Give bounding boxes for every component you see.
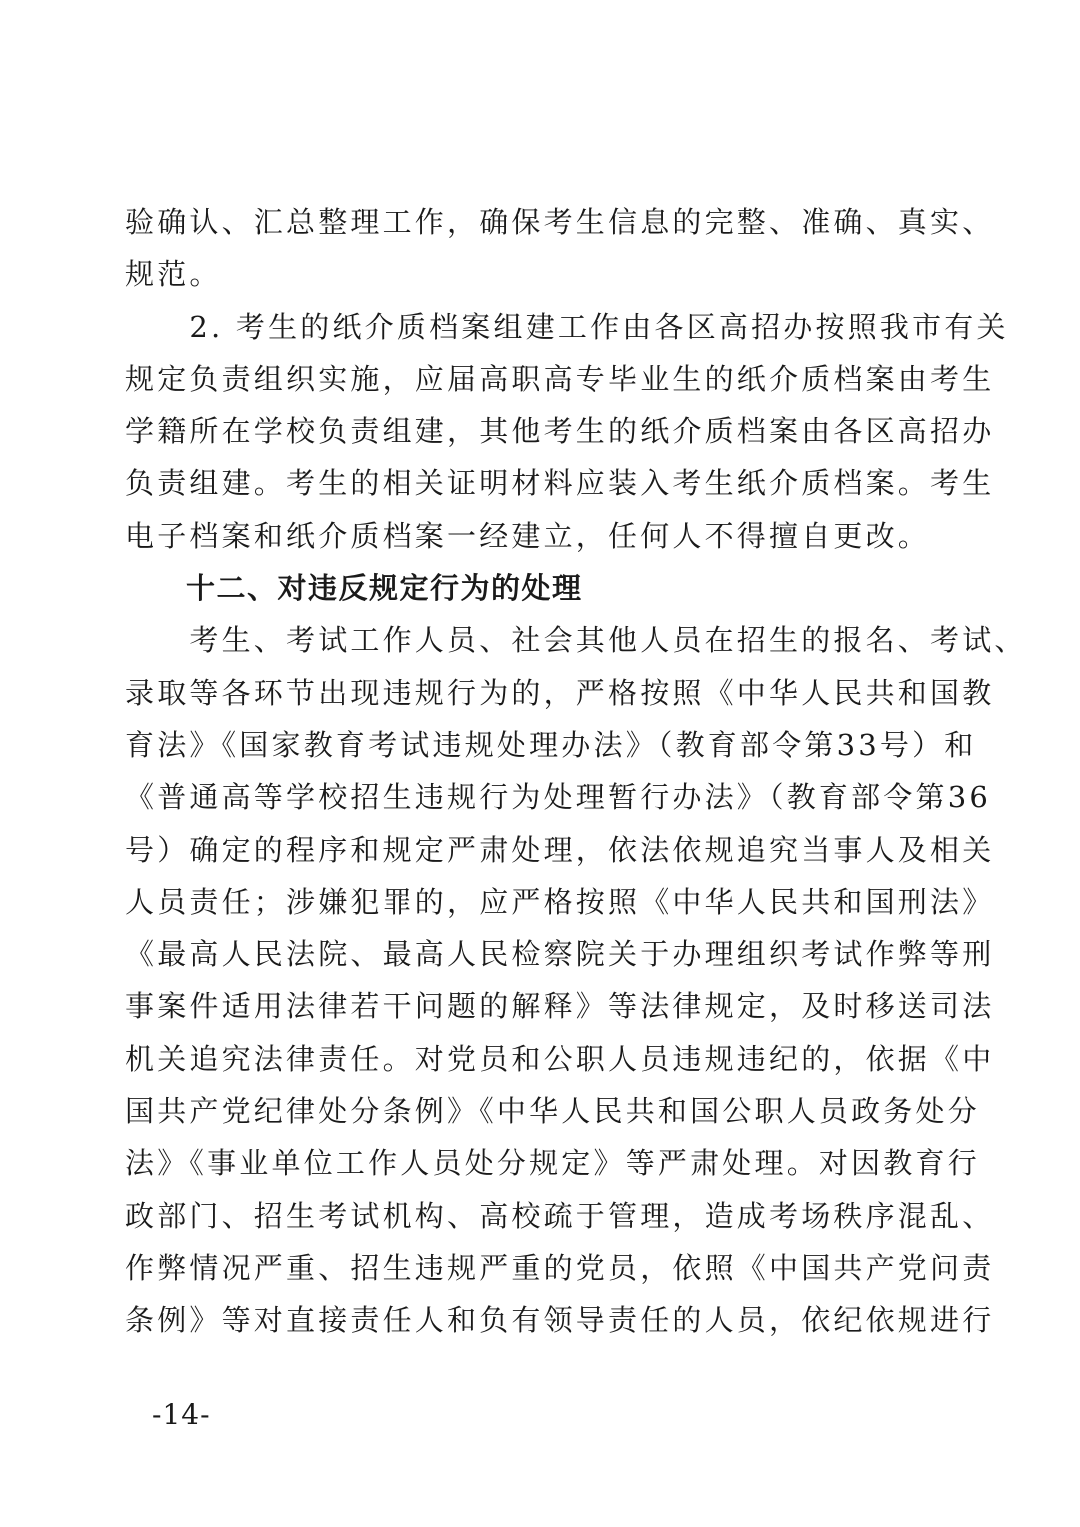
- text-line: 负责组建。考生的相关证明材料应装入考生纸介质档案。考生: [125, 466, 995, 501]
- section-heading: 十二、对违反规定行为的处理: [125, 571, 583, 606]
- text-line: 人员责任；涉嫌犯罪的，应严格按照《中华人民共和国刑法》: [125, 884, 995, 919]
- text-line: 作弊情况严重、招生违规严重的党员，依照《中国共产党问责: [125, 1250, 995, 1285]
- text-line: 号）确定的程序和规定严肃处理，依法依规追究当事人及相关: [125, 832, 995, 867]
- text-line: 验确认、汇总整理工作，确保考生信息的完整、准确、真实、: [125, 205, 995, 239]
- text-line: 政部门、招生考试机构、高校疏于管理，造成考场秩序混乱、: [125, 1198, 995, 1233]
- text-line: 条例》等对直接责任人和负有领导责任的人员，依纪依规进行: [125, 1303, 995, 1338]
- text-line: 《最高人民法院、最高人民检察院关于办理组织考试作弊等刑: [125, 937, 995, 972]
- text-line: 规范。: [125, 257, 222, 292]
- text-line: 法》《事业单位工作人员处分规定》等严肃处理。对因教育行: [125, 1146, 980, 1181]
- text-line: 《普通高等学校招生违规行为处理暂行办法》（教育部令第36: [125, 780, 992, 815]
- text-line: 电子档案和纸介质档案一经建立，任何人不得擅自更改。: [125, 518, 931, 553]
- text-line: 录取等各环节出现违规行为的，严格按照《中华人民共和国教: [125, 675, 995, 710]
- text-line: 事案件适用法律若干问题的解释》等法律规定，及时移送司法: [125, 989, 995, 1024]
- text-line: 育法》《国家教育考试违规处理办法》（教育部令第33号）和: [125, 727, 977, 762]
- text-line: 机关追究法律责任。对党员和公职人员违规违纪的，依据《中: [125, 1041, 995, 1076]
- text-line: 学籍所在学校负责组建，其他考生的纸介质档案由各区高招办: [125, 414, 995, 449]
- text-line: 规定负责组织实施，应届高职高专毕业生的纸介质档案由考生: [125, 361, 995, 396]
- body-text: [125, 196, 1027, 1347]
- text-line: 考生、考试工作人员、社会其他人员在招生的报名、考试、: [125, 623, 1027, 658]
- page-number: -14-: [152, 1398, 211, 1431]
- text-line: 国共产党纪律处分条例》《中华人民共和国公职人员政务处分: [125, 1094, 980, 1129]
- text-line: 2. 考生的纸介质档案组建工作由各区高招办按照我市有关: [125, 309, 1009, 344]
